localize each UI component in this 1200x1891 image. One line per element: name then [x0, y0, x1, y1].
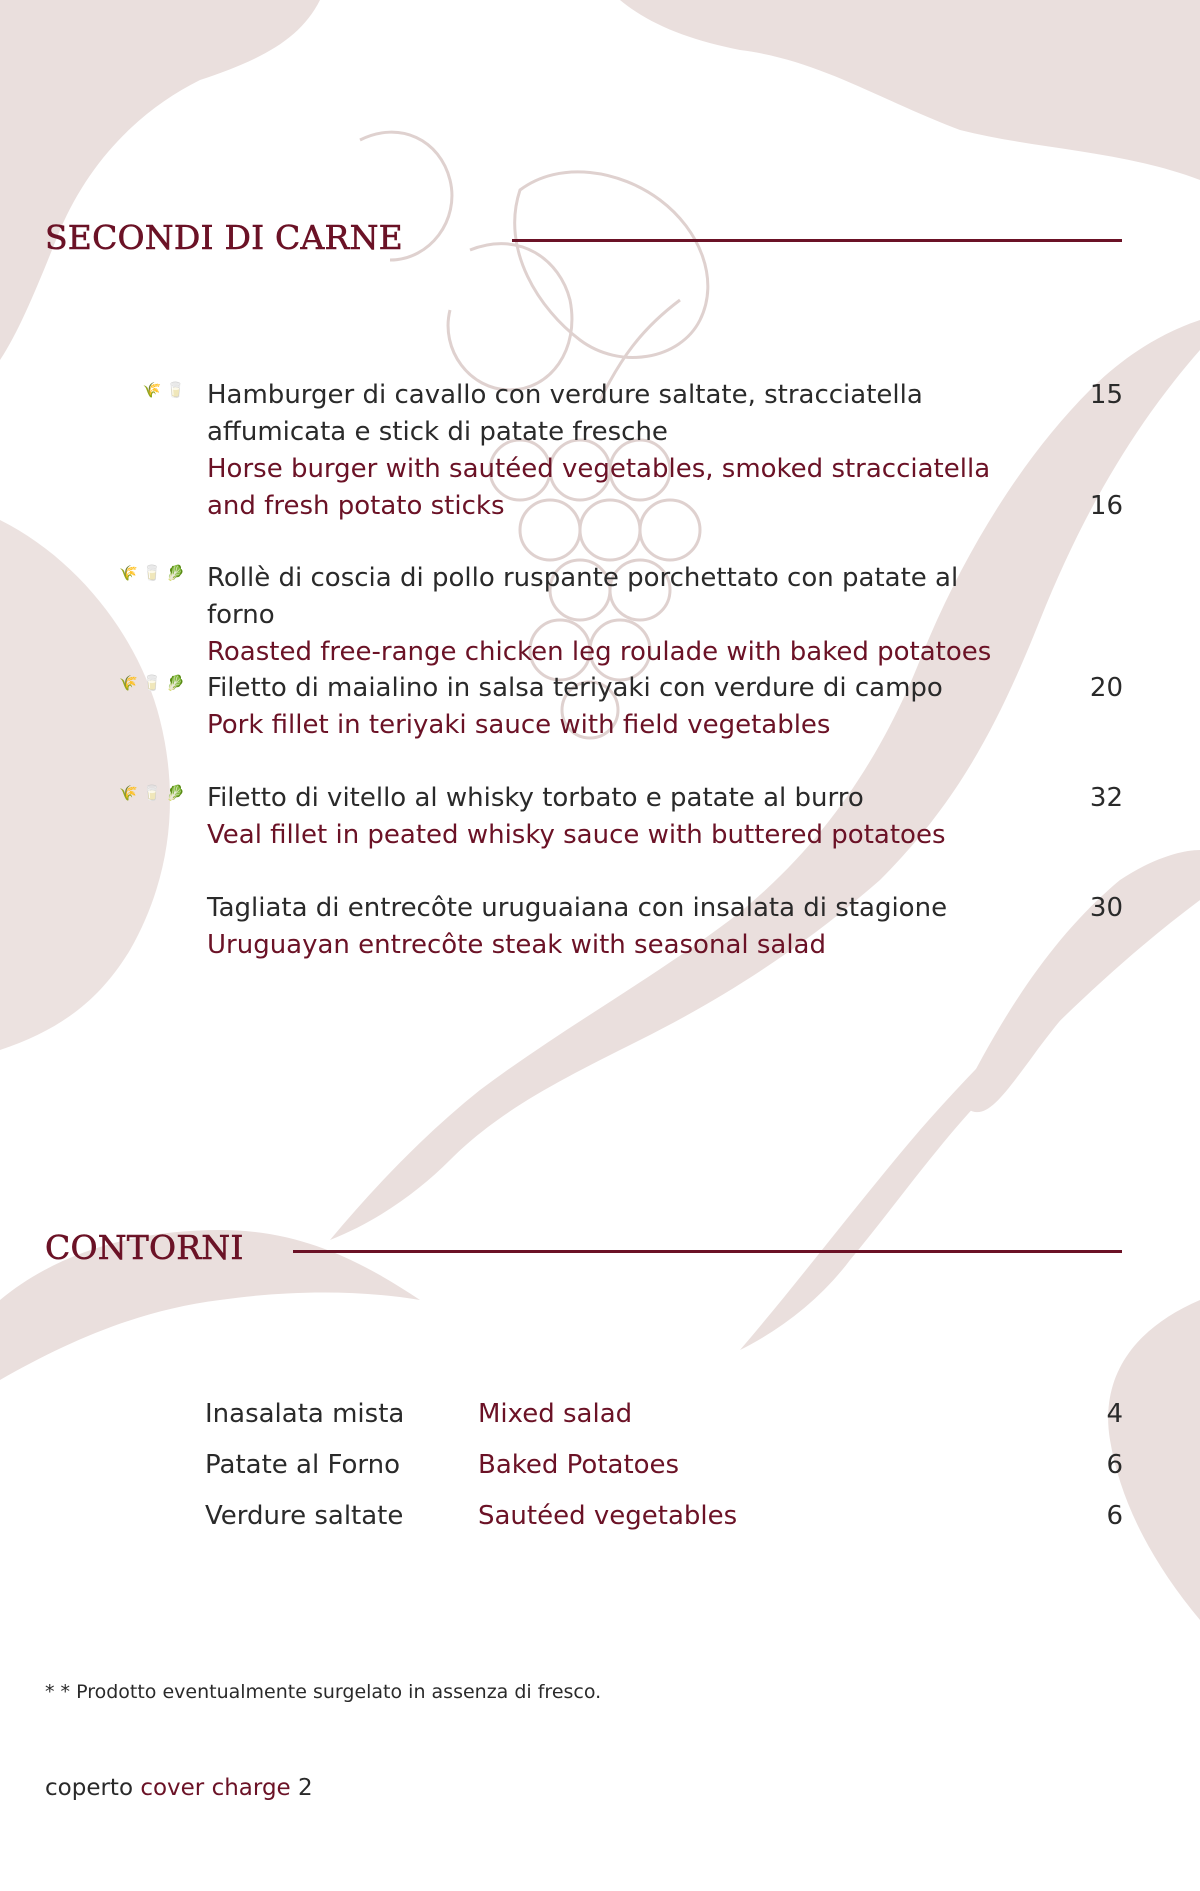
- dish-price: 32: [1089, 783, 1123, 813]
- side-name-it: Verdure saltate: [205, 1501, 404, 1531]
- celery-icon: 🥬: [166, 564, 190, 582]
- dish-name-it: Filetto di maialino in salsa teriyaki con verdure di campo: [207, 673, 943, 703]
- cover-charge: [45, 1770, 313, 1807]
- milk-icon: 🥛: [166, 381, 190, 399]
- side-item: [0, 1498, 1200, 1538]
- section-rule-sides: [293, 1250, 1122, 1253]
- allergen-icons: [143, 381, 190, 399]
- side-item: [0, 1447, 1200, 1487]
- side-price: 6: [1106, 1450, 1123, 1480]
- frozen-product-note: * * Prodotto eventualmente surgelato in assenza di fresco.: [45, 1681, 602, 1703]
- allergen-icons: [119, 784, 190, 802]
- cover-label-en: cover charge: [140, 1775, 291, 1801]
- cover-price: 2: [298, 1775, 313, 1801]
- milk-icon: 🥛: [142, 674, 167, 692]
- dish-name-it: Tagliata di entrecôte uruguaiana con insalata di stagione: [207, 893, 948, 923]
- milk-icon: 🥛: [142, 784, 167, 802]
- side-name-en: Sautéed vegetables: [478, 1501, 738, 1531]
- dish-name-it: Hamburger di cavallo con verdure saltate, stracciatella affumicata e stick di patate fresche: [207, 380, 923, 447]
- side-name-it: Patate al Forno: [205, 1450, 400, 1480]
- allergen-icons: [119, 674, 190, 692]
- wheat-icon: 🌾: [142, 381, 167, 399]
- side-name-it: Inasalata mista: [205, 1399, 405, 1429]
- celery-icon: 🥬: [166, 784, 190, 802]
- milk-icon: 🥛: [142, 564, 167, 582]
- dish-name-en: Veal fillet in peated whisky sauce with buttered potatoes: [207, 820, 946, 850]
- wheat-icon: 🌾: [118, 674, 143, 692]
- wheat-icon: 🌾: [118, 784, 143, 802]
- side-price: 4: [1106, 1399, 1123, 1429]
- dish-name-it: Filetto di vitello al whisky torbato e patate al burro: [207, 783, 864, 813]
- dish-name-en: Uruguayan entrecôte steak with seasonal salad: [207, 930, 826, 960]
- cover-label-it: coperto: [45, 1775, 134, 1801]
- dish-name-it: Rollè di coscia di pollo ruspante porchettato con patate al forno: [207, 563, 959, 630]
- dish-price: 15: [1089, 380, 1123, 410]
- wheat-icon: 🌾: [118, 564, 143, 582]
- dish-name-en: Roasted free-range chicken leg roulade with baked potatoes: [207, 637, 992, 667]
- section-title-meat: SECONDI DI CARNE: [45, 218, 403, 257]
- side-item: [0, 1396, 1200, 1436]
- allergen-icons: [119, 564, 190, 582]
- dish-price: 30: [1089, 893, 1123, 923]
- side-name-en: Baked Potatoes: [478, 1450, 680, 1480]
- section-title-sides: CONTORNI: [45, 1228, 244, 1267]
- dish-name-en: Pork fillet in teriyaki sauce with field vegetables: [207, 710, 831, 740]
- side-name-en: Mixed salad: [478, 1399, 633, 1429]
- celery-icon: 🥬: [166, 674, 190, 692]
- dish-price-alt: 16: [1089, 491, 1123, 521]
- side-price: 6: [1106, 1501, 1123, 1531]
- section-rule-meat: [512, 239, 1122, 242]
- dish-name-en: Horse burger with sautéed vegetables, smoked stracciatella and fresh potato sticks: [207, 454, 991, 521]
- dish-price: 20: [1089, 673, 1123, 703]
